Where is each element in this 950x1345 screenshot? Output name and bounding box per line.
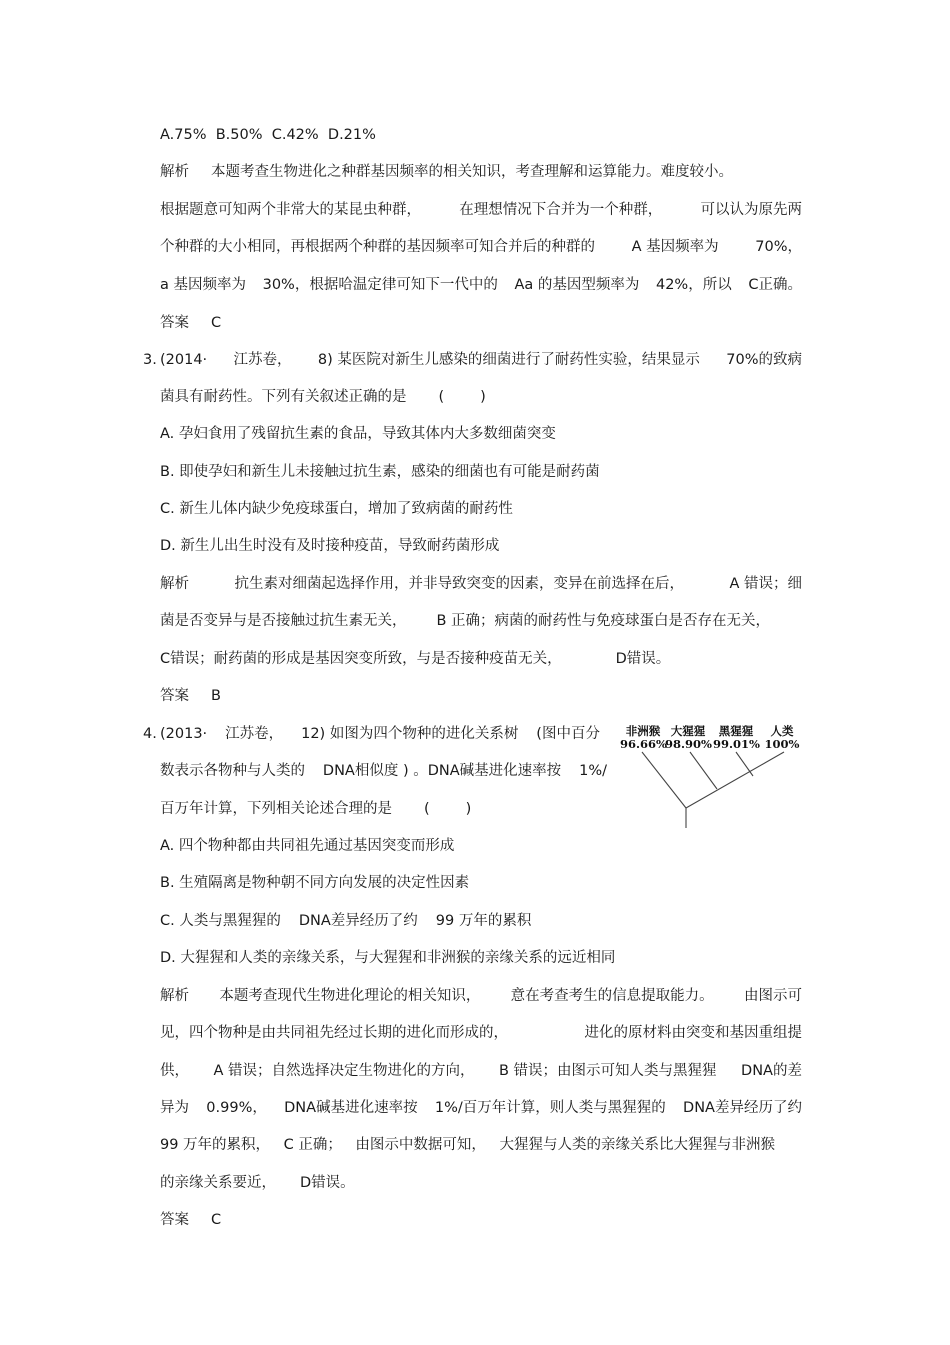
question-stem: 菌具有耐药性。下列有关叙述正确的是 ( ) <box>160 389 486 405</box>
option-c: C. 人类与黑猩猩的 DNA差异经历了约 99 万年的累积 <box>160 913 532 929</box>
analysis-line: 99 万年的累积， C 正确； 由图示中数据可知， 大猩猩与人类的亲缘关系比大猩猩与非洲猴 <box>160 1137 775 1153</box>
answer-value: C <box>211 315 222 331</box>
branch-gorilla <box>690 752 717 789</box>
answer-value: B <box>211 688 221 704</box>
species-label-african-monkey: 非洲猴 96.66% <box>620 724 667 751</box>
question-stem: (2013· 江苏卷， 12) 如图为四个物种的进化关系树 (图中百分 <box>160 726 600 742</box>
branch-human <box>686 752 784 808</box>
question-number: 4. <box>143 726 157 742</box>
analysis-line: 解析 本题考查现代生物进化理论的相关知识， 意在考查考生的信息提取能力。 由图示可 <box>160 988 802 1004</box>
question-stem: (2014· 江苏卷， 8) 某医院对新生儿感染的细菌进行了耐药性实验，结果显示 70%的致病 <box>160 352 802 368</box>
answer-label: 答案 <box>160 315 189 331</box>
species-label-human: 人类 100% <box>764 724 800 751</box>
option-a: A. 孕妇食用了残留抗生素的食品，导致其体内大多数细菌突变 <box>160 426 556 442</box>
tree-branches <box>620 722 810 832</box>
analysis-line <box>160 162 733 182</box>
answer-label: 答案 <box>160 1212 189 1228</box>
answer-label: 答案 <box>160 688 189 704</box>
options-line: A.75% B.50% C.42% D.21% <box>160 127 376 143</box>
option-d: D. 新生儿出生时没有及时接种疫苗，导致耐药菌形成 <box>160 538 500 554</box>
answer-line <box>160 686 221 706</box>
species-label-chimpanzee: 黑猩猩 99.01% <box>713 724 760 751</box>
question-number: 3. <box>143 352 157 368</box>
option-c: C. 新生儿体内缺少免疫球蛋白，增加了致病菌的耐药性 <box>160 501 513 517</box>
analysis-line: 供， A 错误；自然选择决定生物进化的方向， B 错误；由图示可知人类与黑猩猩 DNA的差 <box>160 1063 802 1079</box>
analysis-label: 解析 <box>160 164 189 180</box>
analysis-line: 根据题意可知两个非常大的某昆虫种群， 在理想情况下合并为一个种群， 可以认为原先两 <box>160 202 802 218</box>
analysis-line: a 基因频率为 30%，根据哈温定律可知下一代中的 Aa 的基因型频率为 42%，所以 C正确。 <box>160 277 802 293</box>
analysis-line: 异为 0.99%， DNA碱基进化速率按 1%/百万年计算，则人类与黑猩猩的 DNA差异经历了约 <box>160 1100 802 1116</box>
option-b: B. 即使孕妇和新生儿未接触过抗生素，感染的细菌也有可能是耐药菌 <box>160 464 600 480</box>
option-b: B. 生殖隔离是物种朝不同方向发展的决定性因素 <box>160 875 470 891</box>
question-stem: 数表示各物种与人类的 DNA相似度 ) 。DNA碱基进化速率按 1%/ <box>160 763 607 779</box>
analysis-line: 解析 抗生素对细菌起选择作用，并非导致突变的因素，变异在前选择在后， A 错误；细 <box>160 576 802 592</box>
analysis-line: C错误；耐药菌的形成是基因突变所致，与是否接种疫苗无关， D错误。 <box>160 651 671 667</box>
option-a: A. 四个物种都由共同祖先通过基因突变而形成 <box>160 838 455 854</box>
question-stem: 百万年计算，下列相关论述合理的是 ( ) <box>160 801 472 817</box>
analysis-line: 个种群的大小相同，再根据两个种群的基因频率可知合并后的种群的 A 基因频率为 70%， <box>160 239 802 255</box>
analysis-line: 见，四个物种是由共同祖先经过长期的进化而形成的， 进化的原材料由突变和基因重组提 <box>160 1025 802 1041</box>
branch-african-monkey <box>642 752 686 808</box>
analysis-line: 菌是否变异与是否接触过抗生素无关， B 正确；病菌的耐药性与免疫球蛋白是否存在无关， <box>160 613 771 629</box>
analysis-text: 本题考查生物进化之种群基因频率的相关知识，考查理解和运算能力。难度较小。 <box>211 164 733 180</box>
option-d: D. 大猩猩和人类的亲缘关系，与大猩猩和非洲猴的亲缘关系的远近相同 <box>160 950 616 966</box>
answer-value: C <box>211 1212 222 1228</box>
answer-line <box>160 1210 221 1230</box>
branch-chimpanzee <box>736 752 753 776</box>
analysis-line: 的亲缘关系要近， D错误。 <box>160 1175 355 1191</box>
evolution-tree-figure <box>620 722 810 832</box>
answer-line <box>160 313 221 333</box>
species-label-gorilla: 大猩猩 98.90% <box>665 724 712 751</box>
